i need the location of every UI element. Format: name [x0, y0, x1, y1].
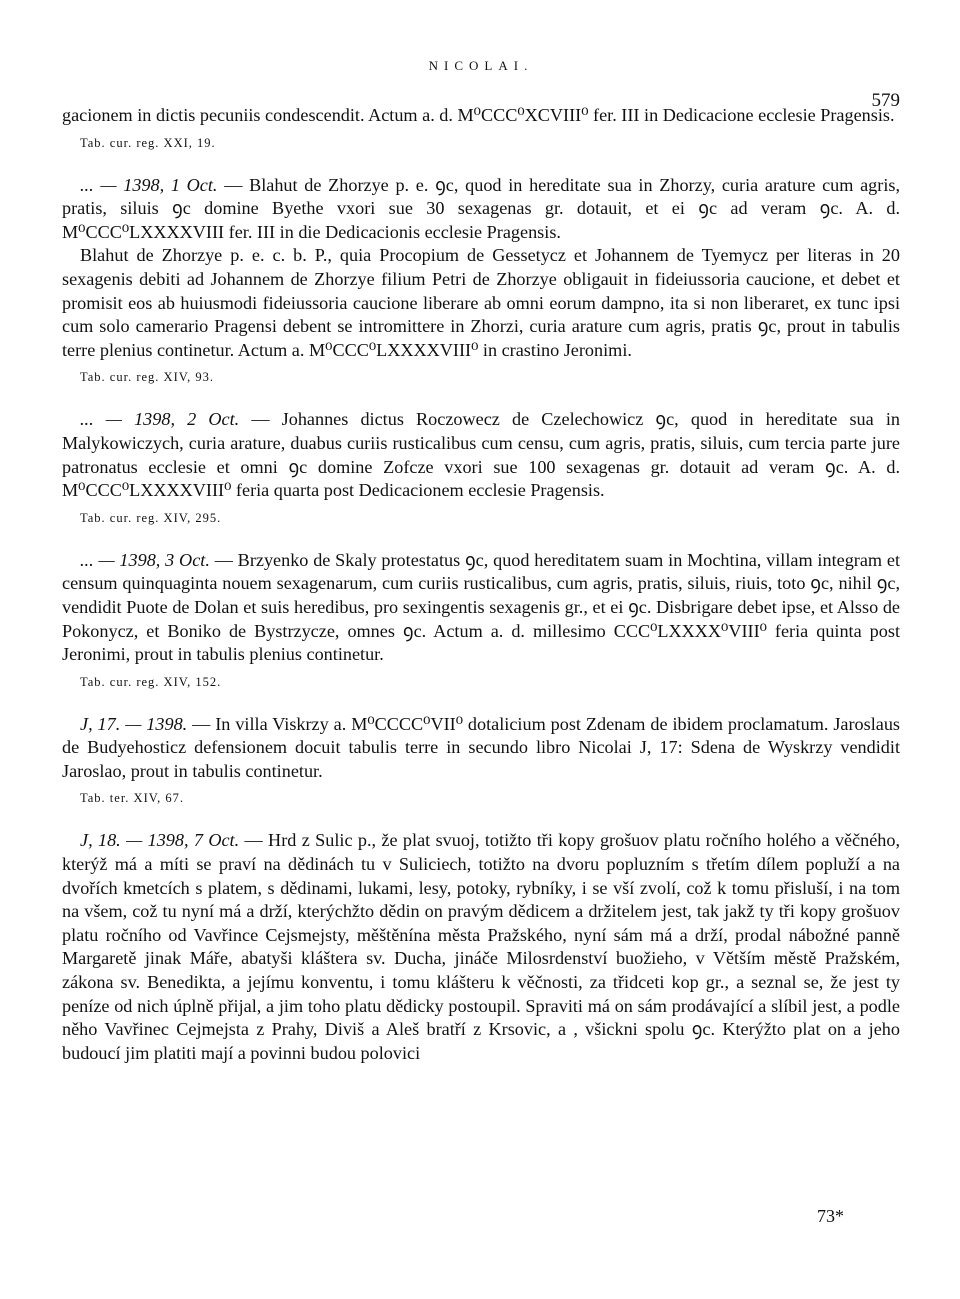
entry-heading: J, 18. — 1398, 7 Oct. — [80, 830, 240, 851]
entry-heading: J, 17. — 1398. — [80, 713, 188, 734]
document-page — [62, 40, 900, 1065]
entry-paragraph: gacionem in dictis pecuniis condescendit. Actum a. d. M⁰CCC⁰XCVIII⁰ fer. III in Dedicacione ecclesie Pragensis. — [62, 105, 895, 125]
running-title: NICOLAI. — [428, 58, 534, 73]
entry-heading: ... — 1398, 3 Oct. — [80, 549, 210, 570]
signature-mark: 73* — [817, 1206, 844, 1226]
entry-paragraph — [62, 549, 900, 667]
entry-text: — Johannes dictus Roczowecz de Czelechowicz ꝯc, quod in hereditate sua in Malykowiczych, curia arature, duabus curiis rusticalibus cum censu, cum agris, pratis, siluis, cum tercia parte jure patronatus ecclesie et omni ꝯc domine Zofcze vxori sue 100 sexagenas gr. dotauit ad veram ꝯc. A. d. M⁰CCC⁰LXXXXVIII⁰ feria quarta post Dedicacionem ecclesie Pragensis. — [62, 409, 901, 501]
entry-heading: ... — 1398, 2 Oct. — [80, 409, 240, 430]
page-number: 579 — [871, 90, 900, 111]
source-citation: Tab. cur. reg. XXI, 19. — [80, 135, 216, 150]
entry-paragraph — [62, 174, 900, 245]
source-citation: Tab. ter. XIV, 67. — [80, 791, 185, 806]
entry-paragraph — [62, 829, 900, 1065]
entry — [62, 549, 900, 691]
entry-text: — Hrd z Sulic p., že plat svuoj, totižto tři kopy grošuov platu ročního holého a věčného, kterýž má a míti se praví na dědinách tu v Suliciech, totižto na dvoru popluzním s třetím dílem popluží a na dvořích kmetcích s platem, s dědinami, lukami, lesy, potoky, rybníky, i se vší zvolí, což k tomu přisluší, i na tom na všem, což tu nyní má a drží, kterýchžto dědin on pravým dědicem a držitelem jest, tak jakž ty tři kopy grošuov platu ročního od Vavřince Cejsmejsty, měštěnína města Pražského, nyní sám má a drží, prodal nábožné panně Margaretě jinak Máře, abatyši kláštera sv. Ducha, jináče Milosrdenství buožieho, v Větším městě Pražském, zákona sv. Benedikta, a jejímu konventu, i tomu klášteru k věčnosti, za třidceti kop gr., a seznal se, že jest ty peníze od nich úplně přijal, a jim toho platu dědicky postoupil. Spraviti má on sám prodávající a slíbil jest, a podle něho Vavřinec Cejmejsta z Prahy, Diviš a Aleš bratří z Krsovic, a , všickni spolu ꝯc. Kterýžto plat on a jeho budoucí jim platiti mají a povinni budou polovici — [62, 830, 900, 1063]
entry-text: — Brzyenko de Skaly protestatus ꝯc, quod hereditatem suam in Mochtina, villam integram et censum quinquaginta nouem sexagenarum, cum curiis rusticalibus, cum agris, pratis, siluis, riuis, toto ꝯc, nihil ꝯc, vendidit Puote de Dolan et suis heredibus, pro sexingentis sexagenis gr., et ei ꝯc. Disbrigare debet ipse, et Alsso de Pokonycz, et Boniko de Bystrzycze, omnes ꝯc. Actum a. d. millesimo CCC⁰LXXXX⁰VIII⁰ feria quinta post Jeronimi, prout in tabulis plenius continetur. — [62, 549, 901, 665]
entry-paragraph — [62, 713, 900, 784]
entry — [62, 104, 900, 152]
entry-text: — Blahut de Zhorzye p. e. ꝯc, quod in hereditate sua in Zhorzy, curia arature cum agris, pratis, siluis ꝯc domine Byethe vxori sue 30 sexagenas gr. dotauit, et ei ꝯc ad veram ꝯc. A. d. M⁰CCC⁰LXXXXVIII fer. III in die Dedicacionis ecclesie Pragensis. — [62, 174, 901, 242]
entry-heading: ... — 1398, 1 Oct. — [80, 174, 218, 195]
source-citation: Tab. cur. reg. XIV, 295. — [80, 510, 222, 525]
running-head — [62, 40, 900, 111]
entry — [62, 829, 900, 1065]
entry — [62, 713, 900, 808]
entry-text: — In villa Viskrzy a. M⁰CCCC⁰VII⁰ dotalicium post Zdenam de ibidem proclamatum. Jaroslaus de Budyehosticz defensionem docuit tabulis terre in secundo libro Nicolai J, 17: Sdena de Wyskrzy vendidit Jaroslao, prout in tabulis continetur. — [62, 713, 900, 781]
entry-paragraph: Blahut de Zhorzye p. e. c. b. P., quia Procopium de Gessetycz et Johannem de Tyemycz per literas in 20 sexagenis debiti ad Johannem de Zhorzye filium Petri de Zhorzye obligauit in fideiussoria caucione, et debet et promisit eos ab huiusmodi fideiussoria caucione liberare ab omni eorum dampno, ita si non liberaret, ex tunc ipsi cum solo camerario Pragensi debent se intromittere in Zhorzi, curia arature cum agris, pratis ꝯc, prout in tabulis terre plenius continetur. Actum a. M⁰CCC⁰LXXXXVIII⁰ in crastino Jeronimi. — [62, 245, 900, 360]
entry-paragraph — [62, 408, 900, 502]
source-citation: Tab. cur. reg. XIV, 93. — [80, 370, 215, 385]
entry — [62, 174, 900, 387]
body-text — [62, 104, 900, 1065]
source-citation: Tab. cur. reg. XIV, 152. — [80, 674, 222, 689]
entry — [62, 408, 900, 526]
